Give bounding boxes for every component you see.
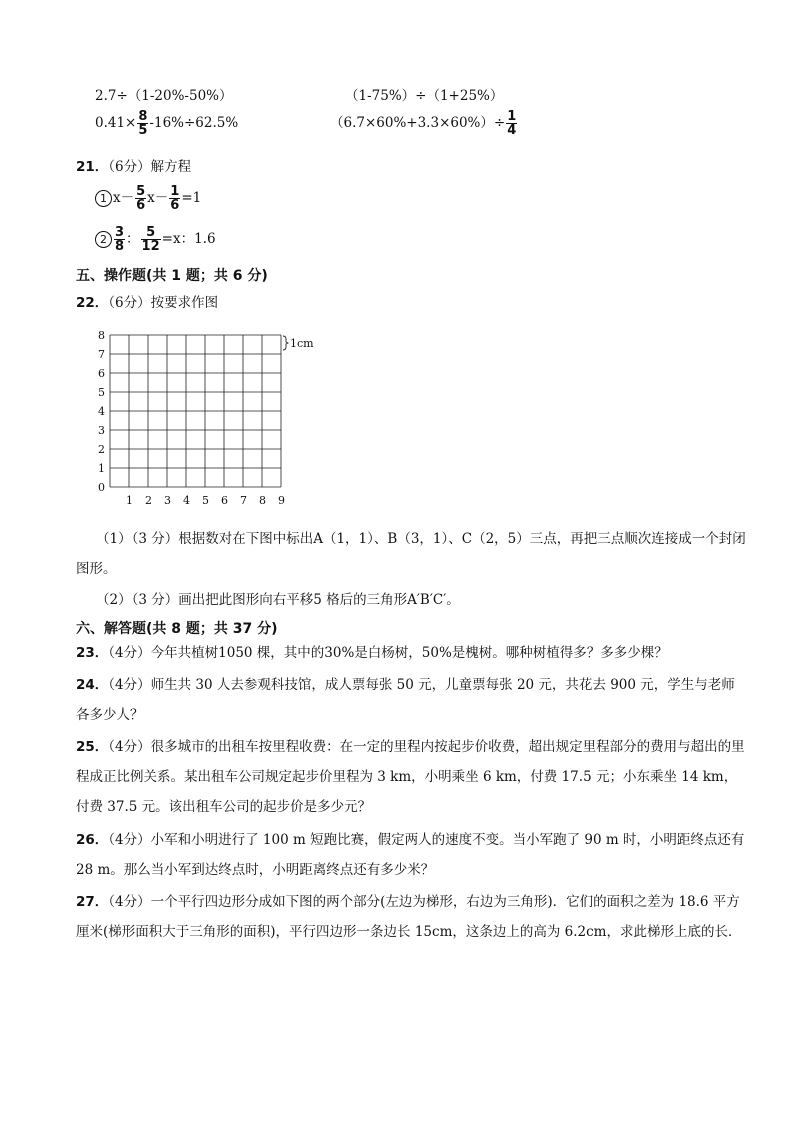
fraction: $\frac{1}{6}$ — [170, 184, 180, 213]
section-heading-6: 六、解答题(共 8 题；共 37 分) — [76, 621, 278, 637]
fraction: $\frac{8}{5}$ — [138, 109, 148, 138]
q22-subquestion-2: （2）（3 分）画出把此图形向右平移5 格后的三角形A′B′C′。 — [96, 592, 460, 608]
x-tick-label: 7 — [240, 494, 247, 507]
unit-label: 1cm — [290, 337, 314, 350]
fraction: $\frac{3}{8}$ — [115, 225, 125, 254]
x-tick-label: 5 — [202, 494, 209, 507]
x-tick-label: 8 — [259, 494, 266, 507]
fraction: $\frac{5}{12}$ — [141, 225, 160, 254]
x-tick-label: 2 — [145, 494, 152, 507]
x-tick-label: 9 — [278, 494, 285, 507]
y-tick-label: 4 — [98, 405, 105, 418]
y-tick-label: 0 — [98, 481, 105, 494]
y-tick-label: 5 — [98, 386, 105, 399]
unit-brace — [283, 336, 288, 350]
q22-subquestion-1: （1）（3 分）根据数对在下图中标出A（1，1）、B（3，1）、C（2，5）三点，再把三点顺次连接成一个封闭图形。 — [76, 531, 746, 577]
x-tick-label: 3 — [164, 494, 171, 507]
y-tick-label: 2 — [98, 443, 105, 456]
question-21: 21．（6分）解方程 — [76, 159, 192, 175]
question-23: 23．（4分）今年共植树1050 棵，其中的30%是白杨树，50%是槐树。哪种树植得多？多多少棵？ — [76, 645, 668, 661]
y-tick-label: 8 — [98, 329, 105, 342]
section-heading-5: 五、操作题(共 1 题；共 6 分) — [76, 268, 268, 284]
equation-2: 2 $\frac{3}{8}$ ： $\frac{5}{12}$ =x：1.6 — [95, 226, 216, 253]
y-tick-label: 3 — [98, 424, 105, 437]
question-25: 25．（4分）很多城市的出租车按里程收费：在一定的里程内按起步价收费，超出规定里程部分的费用与超出的里程成正比例关系。某出租车公司规定起步价里程为 3 km，小明乘坐 6 km，付费 17.5 元；小东乘坐 14 km，付费 37.5 元。该出租车公司的起步价是多少元？ — [76, 739, 745, 815]
question-26: 26．（4分）小军和小明进行了 100 m 短跑比赛，假定两人的速度不变。当小军跑了 90 m 时，小明距终点还有 28 m。那么当小军到达终点时，小明距离终点还有多少米？ — [76, 832, 745, 878]
equation-1: 1 x－ $\frac{5}{6}$ x－ $\frac{1}{6}$ =1 — [95, 185, 201, 212]
y-tick-label: 6 — [98, 367, 105, 380]
circled-number: 1 — [95, 190, 112, 207]
question-22: 22．（6分）按要求作图 — [76, 295, 219, 311]
fraction: $\frac{5}{6}$ — [136, 184, 146, 213]
x-tick-label: 4 — [183, 494, 190, 507]
coordinate-grid — [90, 325, 330, 510]
calc-expression-2: （1-75%）÷（1+25%） — [345, 88, 504, 104]
x-tick-label: 6 — [221, 494, 228, 507]
circled-number: 2 — [95, 231, 112, 248]
calc-expression-1: 2.7÷（1-20%-50%） — [95, 88, 233, 104]
calc-expression-3: 0.41× $\frac{8}{5}$ -16%÷62.5% — [95, 109, 239, 138]
question-27: 27．（4分）一个平行四边形分成如下图的两个部分(左边为梯形，右边为三角形)．它们的面积之差为 18.6 平方厘米(梯形面积大于三角形的面积)，平行四边形一条边长 15cm，这条边上的高为 6.2cm，求此梯形上底的长． — [76, 894, 742, 940]
calc-expression-4: （6.7×60%+3.3×60%）÷ $\frac{1}{4}$ — [330, 109, 517, 138]
fraction: $\frac{1}{4}$ — [507, 109, 517, 138]
y-tick-label: 1 — [98, 462, 105, 475]
x-tick-label: 1 — [126, 494, 133, 507]
question-24: 24．（4分）师生共 30 人去参观科技馆，成人票每张 50 元，儿童票每张 20 元，共花去 900 元，学生与老师各多少人？ — [76, 677, 735, 723]
y-tick-label: 7 — [98, 348, 105, 361]
